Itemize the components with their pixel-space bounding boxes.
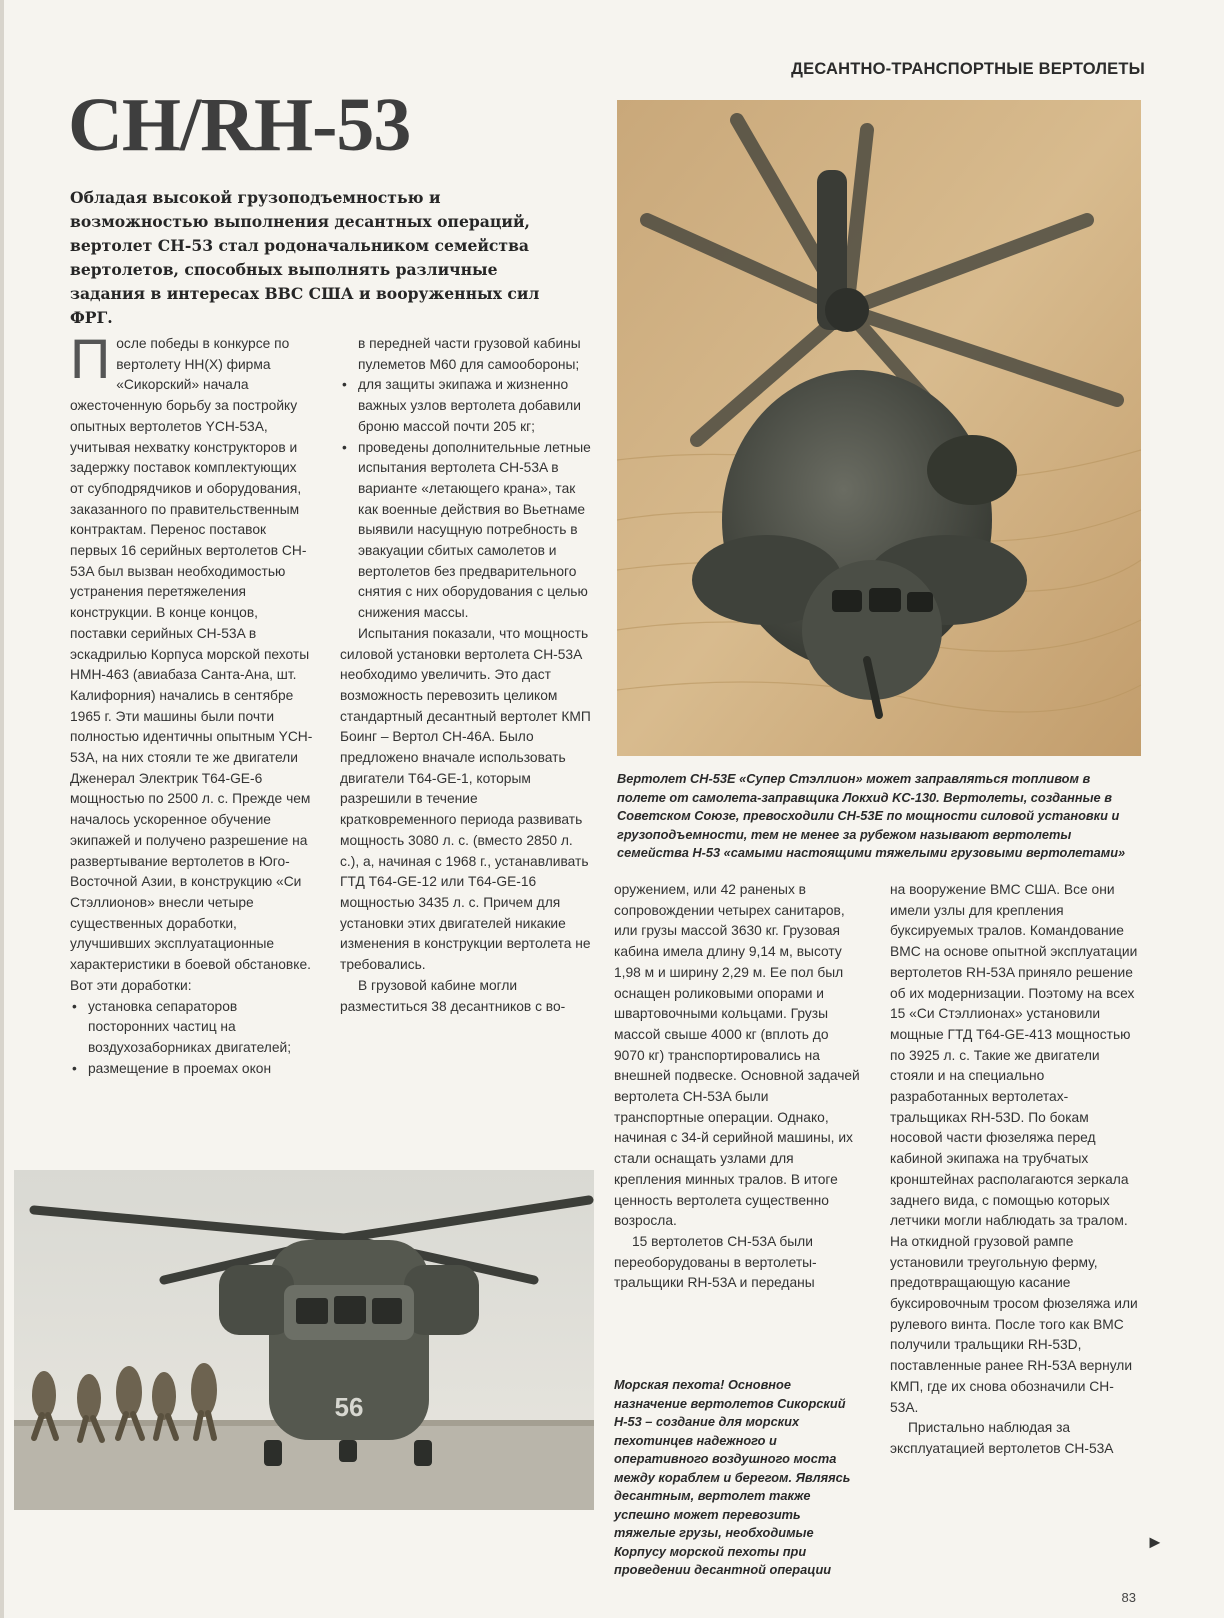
col3-paragraph: 15 вертолетов CH-53A были переоборудованы в вертолеты-тральщики RH-53A и переданы [614, 1233, 817, 1291]
drop-cap: П [70, 327, 111, 390]
page-number: 83 [1121, 1590, 1136, 1605]
photo-ch53-marines [14, 1170, 594, 1510]
photo-caption-bottom: Морская пехота! Основное назначение вертолетов Сикорский H-53 – создание для морских пехотинцев надежного и оперативного воздушного моста между кораблем и берегом. Являясь десантным, вертолет также успешно может перевозить тяжелые грузы, необходимые Корпусу морской пехоты при проведении десантной операции [614, 1377, 851, 1577]
page-binding-edge [0, 0, 4, 1618]
col1-paragraph-text: осле победы в конкурсе по вертолету HH(X) фирма «Сикорский» начала ожесточенную борьбу за постройку опытных вертолетов YCH-53A, учитывая нехватку конструкторов и задержку поставок комплектующих от субподрядчиков и оборудования, заказанного по правительственным контрактам. Перенос поставок первых 16 серийных вертолетов CH-53A был вызван необходимостью устранения перетяжеления конструкции. В конце концов, поставки серийных CH-53A в эскадрилью Корпуса морской пехоты HMH-463 (авиабаза Санта-Ана, шт. Калифорния) начались в сентябре 1965 г. Эти машины были почти полностью идентичны опытным YCH-53A, на них стояли те же двигатели Дженерал Электрик T64-GE-6 мощностью по 2500 л. с. Прежде чем началось ускоренное обучение экипажей и получено разрешение на развертывание вертолетов в Юго-Восточной Азии, в конструкцию «Си Стэллионов» внесли четыре существенных доработки, улучшивших эксплуатационные характеристики в боевой обстановке. Вот эти доработки: [70, 336, 313, 993]
photo-ch53e-in-flight [617, 100, 1141, 756]
section-title: ДЕСАНТНО-ТРАНСПОРТНЫЕ ВЕРТОЛЕТЫ [791, 60, 1145, 78]
col2-bullet-list [340, 375, 592, 623]
col4-paragraph: Пристально наблюдая за эксплуатацией вертолетов CH-53A [890, 1420, 1114, 1456]
col1-paragraph [70, 327, 314, 997]
text-column-2 [340, 334, 592, 1017]
col2-paragraph: Испытания показали, что мощность силовой установки вертолета CH-53A необходимо увеличить. Это даст возможность перевозить целиком стандартный десантный вертолет КМП Боинг – Вертол CH-46A. Было предложено вначале использовать двигатели T64-GE-1, которым разрешили в течение кратковременного периода развивать мощность 3080 л. с. (вместо 2850 л. с.), а, начиная с 1968 г., устанавливать ГТД T64-GE-12 или T64-GE-16 мощностью 3435 л. с. Причем для установки этих двигателей никакие изменения в конструкции вертолета не требовались. [340, 625, 591, 973]
article-title: CH/RH-53 [68, 83, 411, 167]
continue-arrow-icon: ► [1146, 1532, 1164, 1552]
ch53e-illustration [617, 100, 1141, 756]
article-lead: Обладая высокой грузоподъемностью и возможностью выполнения десантных операций, вертолет CH-53 стал родоначальником семейства вертолетов, способных выполнять различные задания в интересах ВВС США и вооруженных сил ФРГ. [70, 188, 540, 327]
text-column-4 [890, 880, 1140, 1460]
col3-paragraph: оружением, или 42 раненых в сопровождении четырех санитаров, или грузы массой 3630 кг. Грузовая кабина имела длину 9,14 м, высоту 1,98 м и ширину 2,29 м. Ее пол был оснащен роликовыми опорами и швартовочными кольцами. Грузы массой свыше 4000 кг (вплоть до 9070 кг) транспортировались на внешней подвеске. Основной задачей вертолета CH-53A были транспортные операции. Однако, начиная с 34-й серийной машины, их стали оснащать узлами для крепления минных тралов. В итоге ценность вертолета существенно возросла. [614, 882, 860, 1229]
text-column-1 [70, 327, 314, 1079]
bullet-item: • установка сепараторов посторонних частиц на воздухозаборниках двигателей; [70, 997, 314, 1059]
bullet-item: • проведены дополнительные летные испытания вертолета CH-53A в варианте «летающего крана», так как военные действия во Вьетнаме выявили насущную потребность в эвакуации сбитых самолетов и вертолетов без предварительного снятия с них оборудования с целью снижения массы. [340, 438, 592, 624]
col2-paragraph: В грузовой кабине могли разместиться 38 десантников с во- [340, 977, 566, 1014]
col1-bullet-list [70, 997, 314, 1080]
photo-caption-top: Вертолет CH-53E «Супер Стэллион» может заправляться топливом в полете от самолета-заправщика Локхид KC-130. Вертолеты, созданные в Советском Союзе, превосходили CH-53E по мощности силовой установки и грузоподъемности, тем не менее за рубежом называют вертолеты семейства H-53 «самыми настоящими тяжелыми грузовыми вертолетами» [617, 771, 1126, 860]
ch53-ground-illustration [14, 1170, 594, 1510]
col2-continuation: в передней части грузовой кабины пулеметов M60 для самообороны; [358, 336, 581, 372]
helicopter-number-label: 56 [334, 1392, 364, 1422]
text-column-3 [614, 880, 862, 1294]
bullet-item: • для защиты экипажа и жизненно важных узлов вертолета добавили броню массой почти 205 кг; [340, 375, 592, 437]
col4-paragraph: на вооружение ВМС США. Все они имели узлы для крепления буксируемых тралов. Командование ВМС на основе опытной эксплуатации вертолетов RH-53A приняло решение об их модернизации. Поэтому на всех 15 «Си Стэллионах» установили мощные ГТД T64-GE-413 мощностью по 3925 л. с. Такие же двигатели стояли и на специально разработанных вертолетах-тральщиках RH-53D. По бокам носовой части фюзеляжа перед кабиной экипажа на трубчатых кронштейнах располагаются зеркала заднего вида, с помощью которых летчики могли наблюдать за тралом. На откидной грузовой рампе установили треугольную ферму, предотвращающую касание буксировочным тросом фюзеляжа или рулевого винта. После того как ВМС получили тральщики RH-53D, поставленные ранее RH-53A вернули КМП, где их снова обозначили CH-53A. [890, 882, 1138, 1415]
bullet-item: • размещение в проемах окон [70, 1059, 314, 1080]
